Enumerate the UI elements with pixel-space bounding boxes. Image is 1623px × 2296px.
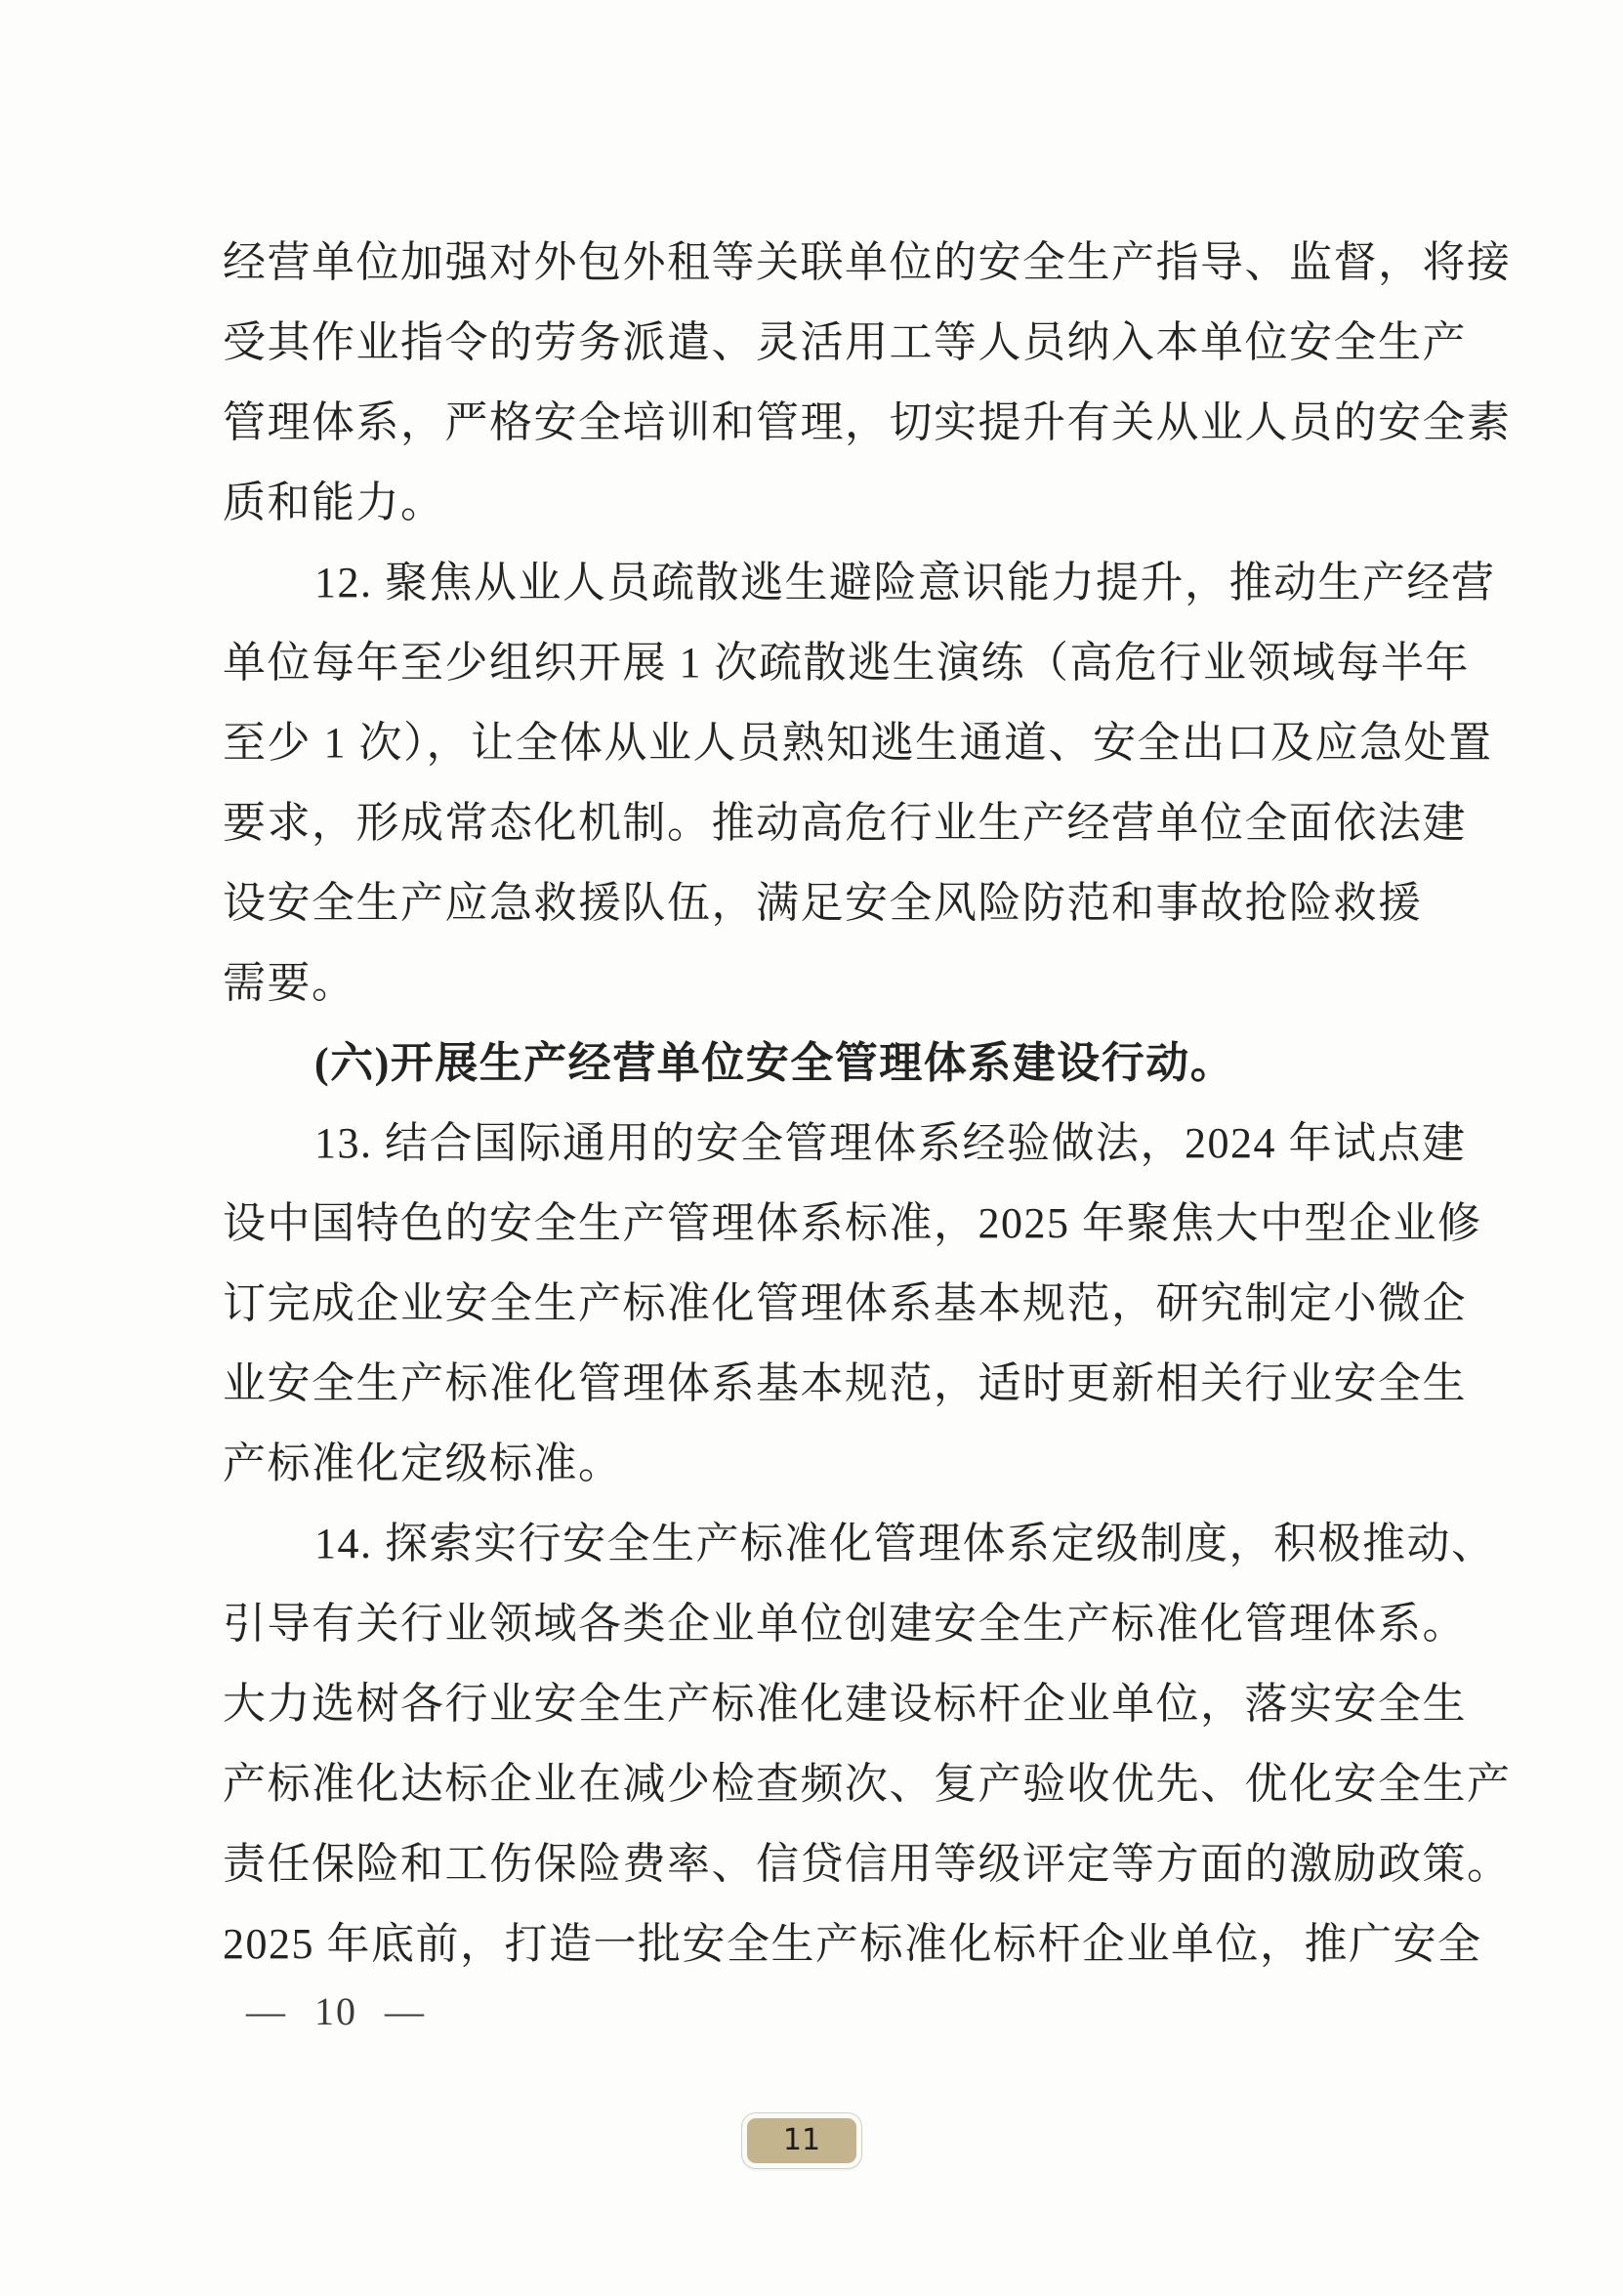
text-line: 大力选树各行业安全生产标准化建设标杆企业单位，落实安全生	[223, 1680, 1467, 1728]
text-line: 业安全生产标准化管理体系基本规范，适时更新相关行业安全生	[223, 1359, 1467, 1407]
text-line: (六)开展生产经营单位安全管理体系建设行动。	[314, 1039, 1235, 1087]
text-line: 经营单位加强对外包外租等关联单位的安全生产指导、监督，将接	[223, 238, 1512, 286]
text-line: 14. 探索实行安全生产标准化管理体系定级制度，积极推动、	[314, 1520, 1496, 1567]
text-line: 要求，形成常态化机制。推动高危行业生产经营单位全面依法建	[223, 799, 1467, 847]
text-line: 受其作业指令的劳务派遣、灵活用工等人员纳入本单位安全生产	[223, 318, 1467, 366]
text-line: 产标准化定级标准。	[223, 1440, 623, 1487]
text-line: 产标准化达标企业在减少检查频次、复产验收优先、优化安全生产	[223, 1760, 1512, 1808]
page-number: — 10 —	[246, 1989, 426, 2033]
text-line: 引导有关行业领域各类企业单位创建安全生产标准化管理体系。	[223, 1600, 1467, 1648]
page-badge[interactable]: 11	[742, 2113, 861, 2168]
text-block	[223, 223, 1512, 1984]
text-line: 13. 结合国际通用的安全管理体系经验做法，2024 年试点建	[314, 1119, 1467, 1167]
text-line: 至少 1 次），让全体从业人员熟知逃生通道、安全出口及应急处置	[223, 719, 1493, 767]
text-line: 管理体系，严格安全培训和管理，切实提升有关从业人员的安全素	[223, 398, 1512, 446]
text-line: 设中国特色的安全生产管理体系标准，2025 年聚焦大中型企业修	[223, 1199, 1482, 1247]
text-line: 质和能力。	[223, 479, 445, 526]
text-line: 单位每年至少组织开展 1 次疏散逃生演练（高危行业领域每半年	[223, 639, 1470, 687]
text-line: 12. 聚焦从业人员疏散逃生避险意识能力提升，推动生产经营	[314, 559, 1496, 606]
text-line: 设安全生产应急救援队伍，满足安全风险防范和事故抢险救援	[223, 879, 1423, 927]
text-line: 责任保险和工伤保险费率、信贷信用等级评定等方面的激励政策。	[223, 1840, 1512, 1888]
text-line: 2025 年底前，打造一批安全生产标准化标杆企业单位，推广安全	[223, 1920, 1482, 1968]
text-line: 需要。	[223, 959, 356, 1007]
text-line: 订完成企业安全生产标准化管理体系基本规范，研究制定小微企	[223, 1279, 1467, 1327]
